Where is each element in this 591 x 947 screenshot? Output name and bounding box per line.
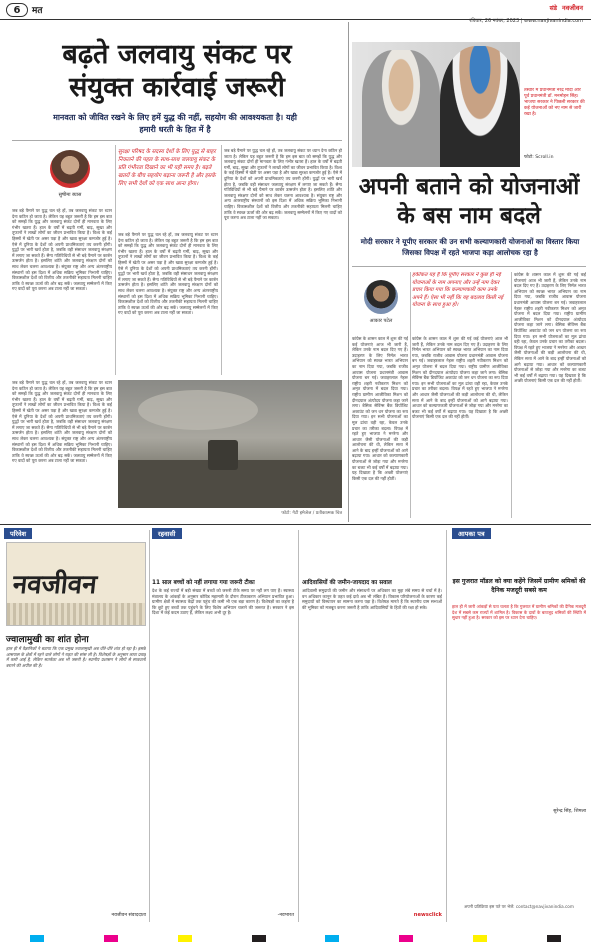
page-column-divider [348,22,349,522]
col2-title: 11 साल बच्चों को नहीं लगाया गया जरूरी टीका [152,580,255,586]
lead-headline [12,38,342,104]
brand-name: नवजीवन [562,4,583,12]
col1-masthead-image [6,542,146,626]
header-rule [0,19,591,20]
lead-colrule-1 [115,145,116,375]
col3-title: आदिवासियों की जमीन-जायदाद का सवाल [302,580,392,586]
side-headline-line2: के बस नाम बदले [397,202,541,229]
col4-signoff: सुरेन्द्र सिंह, शिमला [553,809,586,814]
bottom-colrule-2 [298,530,299,922]
side-headline-line1: अपनी बताने को योजनाओं [358,173,580,200]
side-headline [352,172,586,230]
register-mark [104,935,118,942]
page-header [0,0,591,24]
side-byline: आकार पटेल [369,318,393,324]
col1-byline: नवजीवन संवाददाता [111,913,146,918]
col2-section-tab: रहवासी [152,528,182,539]
photo-cloud-shape [138,390,258,430]
col3-body: आदिवासी समुदायों की जमीन और संसाधनों पर अधिकार का मुद्दा लंबे समय से चर्चा में है। वन अधिकार कानून के तहत कई दावे अब भी लंबित हैं। विकास परियोजनाओं के कारण कई समुदायों को विस्थापन का सामना करना पड़ा है। विशेषज्ञ मानते हैं कि स्थानीय ग्राम सभाओं की भूमिका को मजबूत करना जरूरी है ताकि आदिवासियों के हितों की रक्षा हो सके। [302,588,442,610]
lead-body-col1-lower: जब बड़े पैमाने पर युद्ध चल रहे हों, तब जलवायु संकट पर ध्यान देना कठिन हो जाता है। लेकिन यह बहुत जरूरी है कि हम इस बात को समझें कि युद्ध और जलवायु संकट दोनों ही मानवता के लिए गंभीर खतरा हैं। हाल के वर्षों में बढ़ती गर्मी, बाढ़, सूखा और तूफानों ने लाखों लोगों का जीवन प्रभावित किया है। विश्व के कई हिस्सों में खेती पर असर पड़ा है और खाद्य सुरक्षा कमजोर हुई है। ऐसे में दुनिया के देशों को अपनी प्राथमिकताएं तय करनी होंगी। युद्धों पर भारी खर्च होता है, जबकि वही संसाधन जलवायु संरक्षण में लगाए जा सकते हैं। सैन्य गतिविधियों से भी बड़े पैमाने पर कार्बन उत्सर्जन होता है। इसलिए शांति और जलवायु संरक्षण दोनों को साथ लेकर चलना आवश्यक है। संयुक्त राष्ट्र और अन्य अंतरराष्ट्रीय संस्थानों को इस दिशा में अधिक सक्रिय भूमिका निभानी चाहिए। विकासशील देशों को वित्तीय और तकनीकी सहायता मिलनी चाहिए ताकि वे स्वच्छ ऊर्जा की ओर बढ़ सकें। जलवायु सम्मेलनों में किए गए वादों को पूरा करना अब टाला नहीं जा सकता। [12,380,112,464]
side-body-col2: कांग्रेस के शासन काल में शुरू की गई कई योजनाएं आज भी जारी हैं, लेकिन उनके नाम बदल दिए गए हैं। उदाहरण के लिए निर्मल भारत अभियान को स्वच्छ भारत अभियान का नाम दिया गया, जबकि राजीव आवास योजना प्रधानमंत्री आवास योजना बन गई। जवाहरलाल नेहरू राष्ट्रीय शहरी नवीकरण मिशन को अमृत योजना में बदल दिया गया। राष्ट्रीय ग्रामीण आजीविका मिशन को दीनदयाल अंत्योदय योजना कहा जाने लगा। बेसिक सेविंग्स बैंक डिपॉजिट अकाउंट को जन धन योजना का रूप दिया गया। इन सभी योजनाओं का मूल ढांचा वही रहा, केवल उनके प्रचार का तरीका बदला। विपक्ष में रहते हुए भाजपा ने मनरेगा और आधार जैसी योजनाओं की कड़ी आलोचना की थी, लेकिन सत्ता में आने के बाद इन्हीं योजनाओं को आगे बढ़ाया गया। आधार को कल्याणकारी योजनाओं से जोड़ा गया और मनरेगा का बजट भी कई वर्षों में बढ़ाया गया। यह दिखाता है कि अच्छी योजनाएं किसी एक दल की नहीं होतीं। [412,336,508,420]
side-photo-caption: तस्वीर में प्रधानमंत्री नरेंद्र मोदी और पूर्व प्रधानमंत्री डॉ. मनमोहन सिंह। भाजपा सरकार ने पिछली सरकार की कई योजनाओं को नए नाम से जारी रखा है। [524,88,585,117]
side-body-col3: कांग्रेस के शासन काल में शुरू की गई कई योजनाएं आज भी जारी हैं, लेकिन उनके नाम बदल दिए गए हैं। उदाहरण के लिए निर्मल भारत अभियान को स्वच्छ भारत अभियान का नाम दिया गया, जबकि राजीव आवास योजना प्रधानमंत्री आवास योजना बन गई। जवाहरलाल नेहरू राष्ट्रीय शहरी नवीकरण मिशन को अमृत योजना में बदल दिया गया। राष्ट्रीय ग्रामीण आजीविका मिशन को दीनदयाल अंत्योदय योजना कहा जाने लगा। बेसिक सेविंग्स बैंक डिपॉजिट अकाउंट को जन धन योजना का रूप दिया गया। इन सभी योजनाओं का मूल ढांचा वही रहा, केवल उनके प्रचार का तरीका बदला। विपक्ष में रहते हुए भाजपा ने मनरेगा और आधार जैसी योजनाओं की कड़ी आलोचना की थी, लेकिन सत्ता में आने के बाद इन्हीं योजनाओं को आगे बढ़ाया गया। आधार को कल्याणकारी योजनाओं से जोड़ा गया और मनरेगा का बजट भी कई वर्षों में बढ़ाया गया। यह दिखाता है कि अच्छी योजनाएं किसी एक दल की नहीं होतीं। [514,272,586,384]
col4-body: हाल ही में जारी आंकड़ों से पता चलता है कि गुजरात में ग्रामीण श्रमिकों की दैनिक मजदूरी देश में सबसे कम राज्यों में शामिल है। विकास के दावों के बावजूद श्रमिकों की स्थिति में सुधार नहीं हुआ है। सरकार को इस पर ध्यान देना चाहिए। [452,604,586,621]
lead-headline-line1: बढ़ते जलवायु संकट पर [62,39,292,70]
section-label: मत [32,6,43,16]
masthead-stripe [7,603,146,626]
photo-person-right [440,46,520,167]
side-photo [352,42,520,167]
side-colrule-1 [410,272,411,518]
photo-figure-shape [208,440,238,470]
print-register-strip [0,930,591,947]
side-author-photo [364,280,398,314]
register-mark [252,935,266,942]
masthead-logo-text: नवजीवन [11,570,99,600]
side-colrule-2 [511,272,512,518]
col2-body: देश के कई राज्यों में बड़ी संख्या में बच्चों को जरूरी टीके समय पर नहीं लग पाए हैं। स्वास्थ्य मंत्रालय के आंकड़ों के अनुसार कोविड महामारी के दौरान टीकाकरण अभियान प्रभावित हुआ। ग्रामीण क्षेत्रों में स्वास्थ्य केंद्रों तक पहुंच की कमी भी एक बड़ा कारण है। विशेषज्ञों का कहना है कि छूटे हुए बच्चों तक पहुंचने के लिए विशेष अभियान चलाने की जरूरत है। सरकार ने इस दिशा में कई कदम उठाए हैं, लेकिन लक्ष्य अभी दूर है। [152,588,294,616]
col1-body: हाल ही में वैज्ञानिकों ने बताया कि एक प्रमुख ज्वालामुखी अब धीरे-धीरे शांत हो रहा है। इसके आसपास के क्षेत्रों में रहने वाले लोगों ने राहत की सांस ली है। विशेषज्ञों के अनुसार लावा प्रवाह में कमी आई है, लेकिन सतर्कता अब भी जरूरी है। स्थानीय प्रशासन ने लोगों से सावधानी बरतने की अपील की है। [6,646,146,668]
lead-colrule-2 [221,145,222,375]
side-body-col1: कांग्रेस के शासन काल में शुरू की गई कई योजनाएं आज भी जारी हैं, लेकिन उनके नाम बदल दिए गए हैं। उदाहरण के लिए निर्मल भारत अभियान को स्वच्छ भारत अभियान का नाम दिया गया, जबकि राजीव आवास योजना प्रधानमंत्री आवास योजना बन गई। जवाहरलाल नेहरू राष्ट्रीय शहरी नवीकरण मिशन को अमृत योजना में बदल दिया गया। राष्ट्रीय ग्रामीण आजीविका मिशन को दीनदयाल अंत्योदय योजना कहा जाने लगा। बेसिक सेविंग्स बैंक डिपॉजिट अकाउंट को जन धन योजना का रूप दिया गया। इन सभी योजनाओं का मूल ढांचा वही रहा, केवल उनके प्रचार का तरीका बदला। विपक्ष में रहते हुए भाजपा ने मनरेगा और आधार जैसी योजनाओं की कड़ी आलोचना की थी, लेकिन सत्ता में आने के बाद इन्हीं योजनाओं को आगे बढ़ाया गया। आधार को कल्याणकारी योजनाओं से जोड़ा गया और मनरेगा का बजट भी कई वर्षों में बढ़ाया गया। यह दिखाता है कि अच्छी योजनाएं किसी एक दल की नहीं होतीं। [352,336,408,481]
brand-prefix: संडे [549,5,557,12]
register-mark [473,935,487,942]
lead-photo [118,380,342,508]
col1-title: ज्वालामुखी का शांत होना [6,635,89,645]
lead-byline: सुषीमा ब्यास [58,192,82,198]
register-mark [325,935,339,942]
register-mark [30,935,44,942]
lead-photo-credit: फोटो: गेटी इमेजेज / प्रतीकात्मक चित्र [281,511,342,516]
col2-source: -नवभारत [277,913,294,918]
photo-person-left [362,50,440,167]
lead-body-col3: जब बड़े पैमाने पर युद्ध चल रहे हों, तब जलवायु संकट पर ध्यान देना कठिन हो जाता है। लेकिन यह बहुत जरूरी है कि हम इस बात को समझें कि युद्ध और जलवायु संकट दोनों ही मानवता के लिए गंभीर खतरा हैं। हाल के वर्षों में बढ़ती गर्मी, बाढ़, सूखा और तूफानों ने लाखों लोगों का जीवन प्रभावित किया है। विश्व के कई हिस्सों में खेती पर असर पड़ा है और खाद्य सुरक्षा कमजोर हुई है। ऐसे में दुनिया के देशों को अपनी प्राथमिकताएं तय करनी होंगी। युद्धों पर भारी खर्च होता है, जबकि वही संसाधन जलवायु संरक्षण में लगाए जा सकते हैं। सैन्य गतिविधियों से भी बड़े पैमाने पर कार्बन उत्सर्जन होता है। इसलिए शांति और जलवायु संरक्षण दोनों को साथ लेकर चलना आवश्यक है। संयुक्त राष्ट्र और अन्य अंतरराष्ट्रीय संस्थानों को इस दिशा में अधिक सक्रिय भूमिका निभानी चाहिए। विकासशील देशों को वित्तीय और तकनीकी सहायता मिलनी चाहिए ताकि वे स्वच्छ ऊर्जा की ओर बढ़ सकें। जलवायु सम्मेलनों में किए गए वादों को पूरा करना अब टाला नहीं जा सकता। [224,148,342,221]
col4-section-tab: आपका पत्र [452,528,491,539]
col3-source: newsclick [413,912,442,918]
side-photo-credit: फोटो: Scroll.in [524,155,554,160]
side-subhead: मोदी सरकार ने यूपीए सरकार की उन सभी कल्याणकारी योजनाओं का विस्तार किया जिसका विपक्ष में रहते भाजपा कड़ा आलोचक रहा है [360,237,580,257]
col4-title: इस गुजरात मॉडल को क्या कहेंगे जिसमें ग्रामीण श्रमिकों की दैनिक मजदूरी सबसे कम [452,578,586,594]
page-number: 6 [6,3,28,17]
side-pullquote: हकीकत यह है कि यूपीए सरकार ने कुछ ही नई योजनाओं के नाम अपनाए और उन्हें नाम देकर प्रचार किया गया कि कल्याणकारी काम उनके अपने हैं। ऐसा भी नहीं कि यह बदलाव किसी नई योजना के साथ हुआ हो। [412,272,504,308]
register-mark [547,935,561,942]
col4-footer-note: अपनी प्रतिक्रिया इस पते पर भेजें: contact@navjivanindia.com [464,904,574,909]
side-subhead-rule [352,266,586,267]
issue-date: रविवार, 26 नवंबर, 2023 | www.navjivanindia.com [469,18,583,24]
bottom-section-rule [0,524,591,525]
lead-pullquote: सुरक्षा परिषद के सदस्य देशों के लिए युद्ध से बाहर निकलने की पहल के साथ-साथ जलवायु संकट के प्रति गंभीरता दिखाने का भी यही समय है। बढ़ते खतरों के बीच सहयोग बढ़ाना जरूरी है और इसके लिए सभी देशों को एक साथ आना होगा। [118,149,216,187]
author-photo [50,150,90,188]
bottom-colrule-3 [446,530,447,922]
lead-body-col2: जब बड़े पैमाने पर युद्ध चल रहे हों, तब जलवायु संकट पर ध्यान देना कठिन हो जाता है। लेकिन यह बहुत जरूरी है कि हम इस बात को समझें कि युद्ध और जलवायु संकट दोनों ही मानवता के लिए गंभीर खतरा हैं। हाल के वर्षों में बढ़ती गर्मी, बाढ़, सूखा और तूफानों ने लाखों लोगों का जीवन प्रभावित किया है। विश्व के कई हिस्सों में खेती पर असर पड़ा है और खाद्य सुरक्षा कमजोर हुई है। ऐसे में दुनिया के देशों को अपनी प्राथमिकताएं तय करनी होंगी। युद्धों पर भारी खर्च होता है, जबकि वही संसाधन जलवायु संरक्षण में लगाए जा सकते हैं। सैन्य गतिविधियों से भी बड़े पैमाने पर कार्बन उत्सर्जन होता है। इसलिए शांति और जलवायु संरक्षण दोनों को साथ लेकर चलना आवश्यक है। संयुक्त राष्ट्र और अन्य अंतरराष्ट्रीय संस्थानों को इस दिशा में अधिक सक्रिय भूमिका निभानी चाहिए। विकासशील देशों को वित्तीय और तकनीकी सहायता मिलनी चाहिए ताकि वे स्वच्छ ऊर्जा की ओर बढ़ सकें। जलवायु सम्मेलनों में किए गए वादों को पूरा करना अब टाला नहीं जा सकता। [118,232,218,316]
brand-block [469,1,583,25]
register-mark [178,935,192,942]
lead-subhead: मानवता को जीवित रखने के लिए हमें युद्ध की नहीं, सहयोग की आवश्यकता है। यही हमारी धरती के हित में है [53,113,297,134]
lead-body-col1: जब बड़े पैमाने पर युद्ध चल रहे हों, तब जलवायु संकट पर ध्यान देना कठिन हो जाता है। लेकिन यह बहुत जरूरी है कि हम इस बात को समझें कि युद्ध और जलवायु संकट दोनों ही मानवता के लिए गंभीर खतरा हैं। हाल के वर्षों में बढ़ती गर्मी, बाढ़, सूखा और तूफानों ने लाखों लोगों का जीवन प्रभावित किया है। विश्व के कई हिस्सों में खेती पर असर पड़ा है और खाद्य सुरक्षा कमजोर हुई है। ऐसे में दुनिया के देशों को अपनी प्राथमिकताएं तय करनी होंगी। युद्धों पर भारी खर्च होता है, जबकि वही संसाधन जलवायु संरक्षण में लगाए जा सकते हैं। सैन्य गतिविधियों से भी बड़े पैमाने पर कार्बन उत्सर्जन होता है। इसलिए शांति और जलवायु संरक्षण दोनों को साथ लेकर चलना आवश्यक है। संयुक्त राष्ट्र और अन्य अंतरराष्ट्रीय संस्थानों को इस दिशा में अधिक सक्रिय भूमिका निभानी चाहिए। विकासशील देशों को वित्तीय और तकनीकी सहायता मिलनी चाहिए ताकि वे स्वच्छ ऊर्जा की ओर बढ़ सकें। जलवायु सम्मेलनों में किए गए वादों को पूरा करना अब टाला नहीं जा सकता। [12,208,112,292]
bottom-colrule-1 [149,530,150,922]
register-mark [399,935,413,942]
subhead-rule [12,140,342,141]
lead-headline-line2: संयुक्त कार्रवाई जरूरी [69,72,285,103]
col1-section-tab: परिवेश [4,528,32,539]
